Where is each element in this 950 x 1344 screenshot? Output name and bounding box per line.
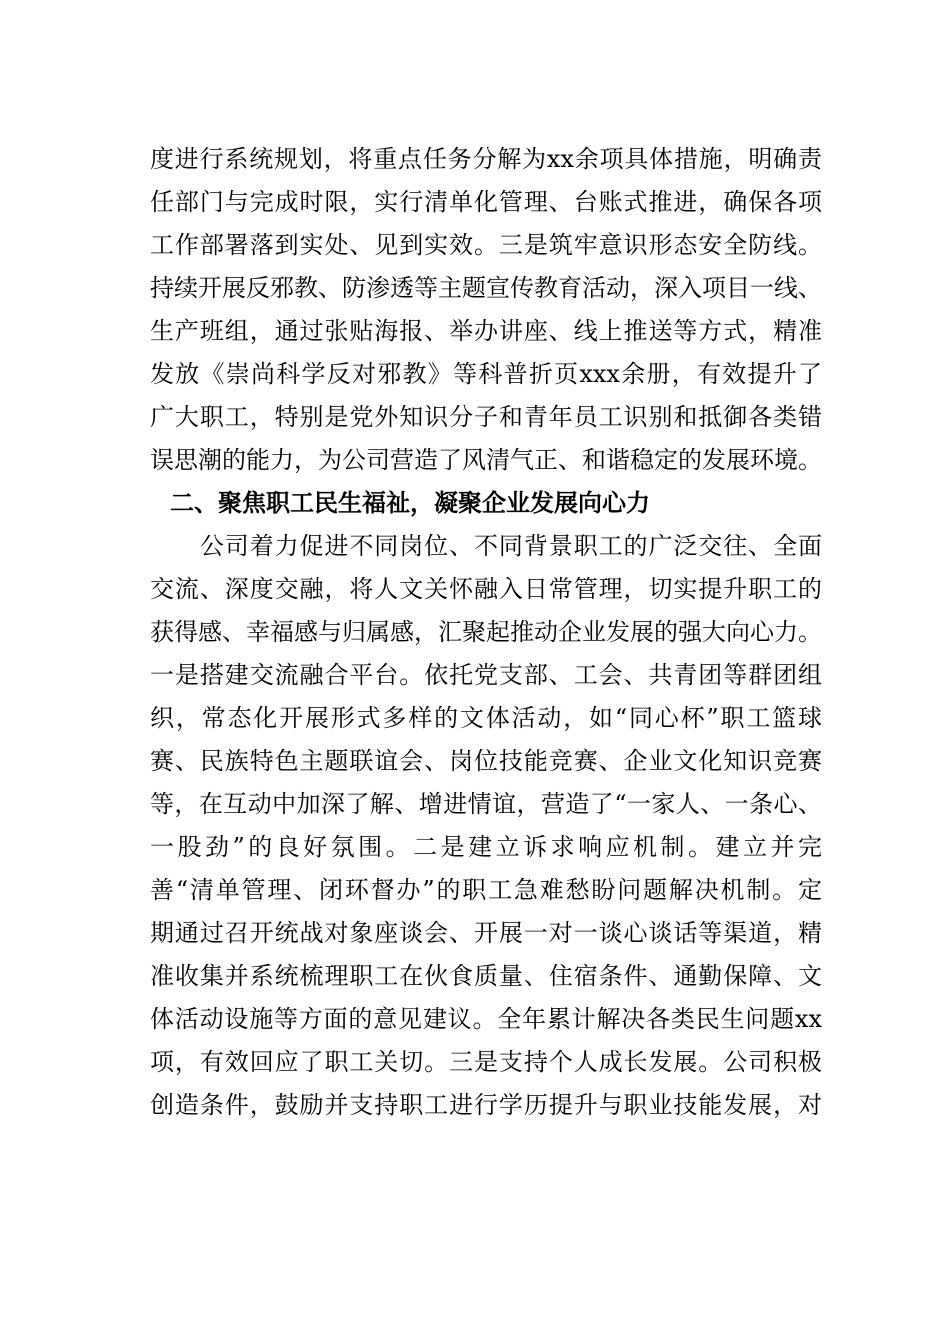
paragraph-line: 织，常态化开展形式多样的文体活动，如“同心杯”职工篮球 [150,704,822,732]
paragraph-line: 误思潮的能力，为公司营造了风清气正、和谐稳定的发展环境。 [150,446,822,474]
paragraph-line: 交流、深度交融，将人文关怀融入日常管理，切实提升职工的 [150,575,822,603]
paragraph-line: 任部门与完成时限，实行清单化管理、台账式推进，确保各项 [150,188,822,216]
paragraph-1 [150,138,822,482]
document-body [150,138,822,1127]
paragraph-2 [150,525,822,1127]
paragraph-line: 度进行系统规划，将重点任务分解为xx余项具体措施，明确责 [150,145,822,173]
paragraph-line: 公司着力促进不同岗位、不同背景职工的广泛交往、全面 [150,532,822,560]
paragraph-line: 善“清单管理、闭环督办”的职工急难愁盼问题解决机制。定 [150,876,822,904]
paragraph-line: 生产班组，通过张贴海报、举办讲座、线上推送等方式，精准 [150,317,822,345]
paragraph-line: 获得感、幸福感与归属感，汇聚起推动企业发展的强大向心力。 [150,618,822,646]
paragraph-line: 准收集并系统梳理职工在伙食质量、住宿条件、通勤保障、文 [150,962,822,990]
paragraph-line: 广大职工，特别是党外知识分子和青年员工识别和抵御各类错 [150,403,822,431]
paragraph-line: 发放《崇尚科学反对邪教》等科普折页xxx余册，有效提升了 [150,360,822,388]
section-heading-2: 二、聚焦职工民生福祉，凝聚企业发展向心力 [170,489,650,517]
paragraph-line: 一股劲”的良好氛围。二是建立诉求响应机制。建立并完 [150,833,822,861]
paragraph-line: 体活动设施等方面的意见建议。全年累计解决各类民生问题xx [150,1005,822,1033]
paragraph-line: 一是搭建交流融合平台。依托党支部、工会、共青团等群团组 [150,661,822,689]
paragraph-line: 期通过召开统战对象座谈会、开展一对一谈心谈话等渠道，精 [150,919,822,947]
paragraph-line: 创造条件，鼓励并支持职工进行学历提升与职业技能发展，对 [150,1091,822,1119]
paragraph-line: 工作部署落到实处、见到实效。三是筑牢意识形态安全防线。 [150,231,822,259]
paragraph-line: 赛、民族特色主题联谊会、岗位技能竞赛、企业文化知识竞赛 [150,747,822,775]
paragraph-line: 等，在互动中加深了解、增进情谊，营造了“一家人、一条心、 [150,790,822,818]
paragraph-line: 项，有效回应了职工关切。三是支持个人成长发展。公司积极 [150,1048,822,1076]
paragraph-line: 持续开展反邪教、防渗透等主题宣传教育活动，深入项目一线、 [150,274,822,302]
